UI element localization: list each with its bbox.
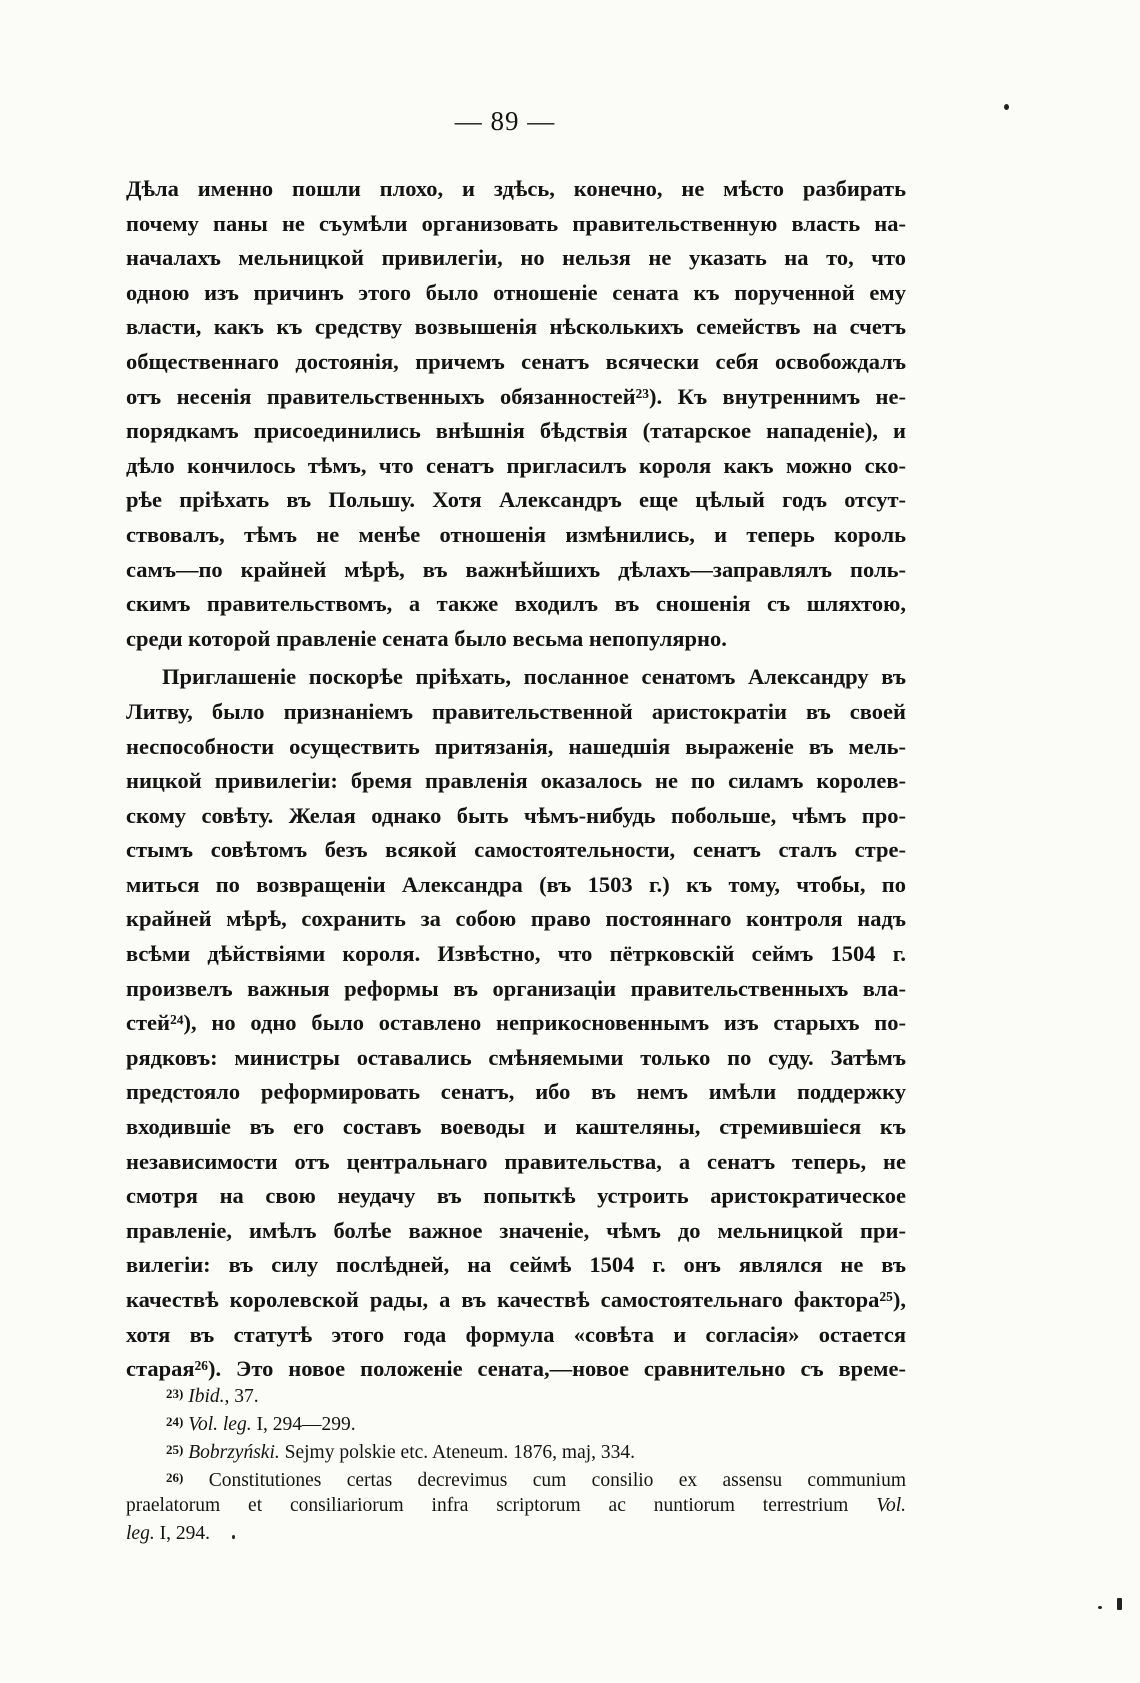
text-line: скому совѣту. Желая однако быть чѣмъ-нибудь побольше, чѣмъ про- (126, 802, 906, 828)
footnote-ref: Vol. (876, 1495, 906, 1516)
text-line: вилегіи: въ силу послѣдней, на сеймѣ 1504 г. онъ являлся не въ (126, 1252, 906, 1278)
scan-speck (1098, 1606, 1102, 1609)
footnote-mark: 26) (166, 1470, 184, 1485)
scan-speck (232, 1535, 235, 1539)
footnote-text: Sejmy polskie etc. Ateneum. 1876, maj, 334. (279, 1442, 636, 1463)
text-line: началахъ мельницкой привилегіи, но нельзя не указать на то, что (126, 245, 906, 271)
text-line: одною изъ причинъ этого было отношеніе сената къ порученной ему (126, 279, 906, 305)
footnote-25 (126, 1436, 906, 1464)
text-line: скимъ правительствомъ, а также входилъ въ сношенія съ шляхтою, (126, 591, 906, 617)
scan-speck (1117, 1598, 1122, 1610)
paragraph-1 (126, 172, 906, 656)
footnote-text: I, 294—299. (251, 1414, 356, 1435)
footnote-ref: Bobrzyński. (188, 1442, 280, 1463)
text-line: стымъ совѣтомъ безъ всякой самостоятельности, сенатъ сталъ стре- (126, 837, 906, 863)
text-line: порядкамъ присоединились внѣшнія бѣдствія (татарское нападеніе), и (126, 418, 906, 444)
body-text (126, 172, 906, 1387)
footnote-ref: Ibid. (188, 1386, 225, 1407)
text-line: самъ—по крайней мѣрѣ, въ важнѣйшихъ дѣлахъ—заправлялъ поль- (126, 556, 906, 582)
scan-speck (1004, 104, 1009, 110)
footnote-ref: leg. (126, 1523, 155, 1544)
footnote-mark: 24) (166, 1414, 184, 1429)
text-line: почему паны не съумѣли организовать правительственную власть на- (126, 210, 906, 236)
text-line: ницкой привилегіи: бремя правленія оказалось не по силамъ королев- (126, 768, 906, 794)
text-line: стей²⁴), но одно было оставлено неприкосновеннымъ изъ старыхъ по- (126, 1010, 906, 1036)
text-line: среди которой правленіе сената было весьма непопулярно. (126, 625, 727, 651)
text-line: всѣми дѣйствіями короля. Извѣстно, что пётрковскій сеймъ 1504 г. (126, 941, 906, 967)
footnotes (126, 1380, 906, 1548)
text-line: ствовалъ, тѣмъ не менѣе отношенія измѣнились, и теперь король (126, 521, 906, 547)
text-line: качествѣ королевской рады, а въ качествѣ самостоятельнаго фактора²⁵), (126, 1287, 906, 1312)
text-line: рѣе пріѣхать въ Польшу. Хотя Александръ еще цѣлый годъ отсут- (126, 487, 906, 513)
text-line: смотря на свою неудачу въ попыткѣ устроить аристократическое (126, 1183, 906, 1209)
text-line: независимости отъ центральнаго правительства, а сенатъ теперь, не (126, 1148, 906, 1174)
footnote-23 (126, 1380, 906, 1408)
text-line: неспособности осуществить притязанія, нашедшія выраженіе въ мель- (126, 733, 906, 759)
text-line: правленіе, имѣлъ болѣе важное значеніе, чѣмъ до мельницкой при- (126, 1217, 906, 1243)
text-line: предстояло реформировать сенатъ, ибо въ немъ имѣли поддержку (126, 1079, 906, 1105)
text-line: отъ несенія правительственныхъ обязанностей²³). Къ внутреннимъ не- (126, 383, 906, 409)
text-line: дѣло кончилось тѣмъ, что сенатъ пригласилъ короля какъ можно ско- (126, 452, 906, 478)
text-line: общественнаго достоянія, причемъ сенатъ всячески себя освобождалъ (126, 348, 906, 374)
footnote-24 (126, 1408, 906, 1436)
footnote-text: I, 294. (154, 1523, 210, 1544)
footnote-mark: 25) (166, 1442, 184, 1457)
text-line: крайней мѣрѣ, сохранить за собою право постояннаго контроля надъ (126, 906, 906, 932)
paragraph-2 (126, 660, 906, 1386)
text-line: рядковъ: министры оставались смѣняемыми только по суду. Затѣмъ (126, 1044, 906, 1070)
footnote-text: praelatorum et consiliariorum infra scriptorum ac nuntiorum terrestrium (126, 1495, 877, 1516)
footnote-ref: Vol. leg. (188, 1414, 252, 1435)
footnote-text: , 37. (224, 1386, 259, 1407)
footnote-mark: 23) (166, 1386, 184, 1401)
text-line: старая²⁶). Это новое положеніе сената,—новое сравнительно съ време- (126, 1356, 906, 1382)
text-line: входившіе въ его составъ воеводы и каштеляны, стремившіеся къ (126, 1114, 906, 1140)
footnote-26 (126, 1464, 906, 1492)
text-line: хотя въ статутѣ этого года формула «совѣта и согласія» остается (126, 1321, 906, 1347)
page-number: — 89 — (454, 106, 556, 136)
text-line: Литву, было признаніемъ правительственной аристократіи въ своей (126, 698, 906, 724)
footnote-26-line-3 (126, 1520, 906, 1548)
text-line: Приглашеніе поскорѣе пріѣхать, посланное сенатомъ Александру въ (162, 664, 906, 690)
footnote-text: Constitutiones certas decrevimus cum consilio ex assensu communium (208, 1470, 906, 1491)
text-line: Дѣла именно пошли плохо, и здѣсь, конечно, не мѣсто разбирать (126, 176, 906, 201)
footnote-26-line-2 (126, 1492, 906, 1520)
text-line: миться по возвращеніи Александра (въ 1503 г.) къ тому, чтобы, по (126, 871, 906, 897)
text-line: власти, какъ къ средству возвышенія нѣсколькихъ семействъ на счетъ (126, 314, 906, 340)
text-line: произвелъ важныя реформы въ организаціи правительственныхъ вла- (126, 975, 906, 1001)
